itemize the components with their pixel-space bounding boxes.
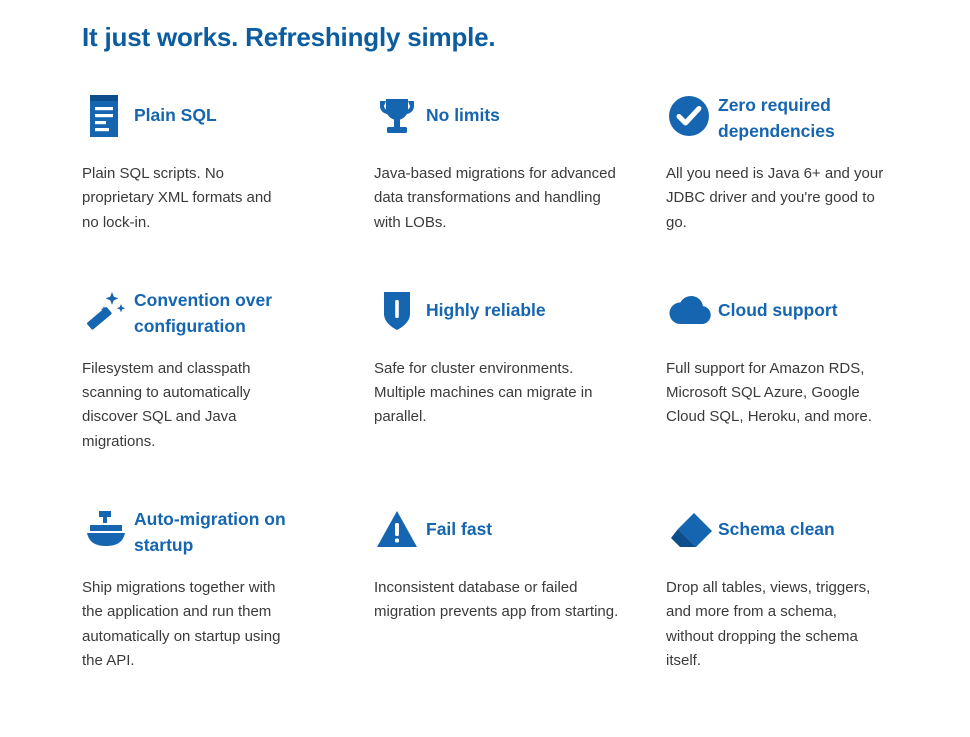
feature-card-header (374, 506, 644, 562)
feature-title: Auto-migration on startup (134, 509, 286, 556)
shield-icon (374, 287, 426, 333)
feature-title: Zero required dependencies (718, 95, 835, 142)
feature-card-convention-over-configuration (82, 287, 352, 454)
feature-title: Convention over configuration (134, 289, 273, 337)
cloud-icon (666, 287, 718, 333)
feature-card-no-limits (374, 92, 644, 235)
eraser-icon (666, 506, 718, 552)
feature-description: Java-based migrations for advanced data transformations and handling with LOBs. (374, 165, 616, 231)
magic-wand-icon (82, 287, 134, 333)
feature-card-header (666, 506, 936, 562)
ship-icon (82, 506, 134, 552)
feature-card-plain-sql (82, 92, 352, 235)
feature-card-header (82, 506, 352, 562)
feature-card-header (374, 92, 644, 148)
feature-title: Fail fast (426, 519, 493, 540)
feature-card-cloud-support (666, 287, 936, 454)
feature-card-schema-clean (666, 506, 936, 673)
page-title: It just works. Refreshingly simple. (82, 22, 496, 52)
feature-title: Plain SQL (134, 105, 217, 125)
feature-card-fail-fast (374, 506, 644, 673)
check-circle-icon (666, 92, 718, 138)
feature-card-header (82, 287, 352, 343)
feature-card-zero-dependencies (666, 92, 936, 235)
document-lines-icon (82, 92, 134, 138)
feature-title: Schema clean (718, 519, 835, 540)
feature-title: Highly reliable (426, 299, 546, 320)
feature-description: Ship migrations together with the application and run them automatically on startup using the API. (82, 579, 281, 669)
feature-description: Full support for Amazon RDS, Microsoft SQL Azure, Google Cloud SQL, Heroku, and more. (666, 359, 872, 426)
feature-card-auto-migration (82, 506, 352, 673)
trophy-icon (374, 92, 426, 138)
feature-card-header (374, 287, 644, 343)
feature-description: Safe for cluster environments. Multiple machines can migrate in parallel. (374, 359, 593, 426)
feature-card-header (666, 287, 936, 343)
feature-card-highly-reliable (374, 287, 644, 454)
feature-description: All you need is Java 6+ and your JDBC driver and you're good to go. (666, 165, 884, 231)
feature-title: Cloud support (718, 299, 838, 320)
warning-triangle-icon (374, 506, 426, 552)
feature-description: Filesystem and classpath scanning to automatically discover SQL and Java migrations. (82, 359, 251, 450)
feature-grid (82, 92, 942, 673)
feature-description: Drop all tables, views, triggers, and more from a schema, without dropping the schema itself. (666, 579, 871, 669)
feature-title: No limits (426, 105, 500, 125)
feature-card-header (666, 92, 936, 148)
feature-card-header (82, 92, 352, 148)
feature-description: Inconsistent database or failed migration prevents app from starting. (374, 579, 619, 621)
feature-description: Plain SQL scripts. No proprietary XML formats and no lock-in. (82, 165, 272, 231)
